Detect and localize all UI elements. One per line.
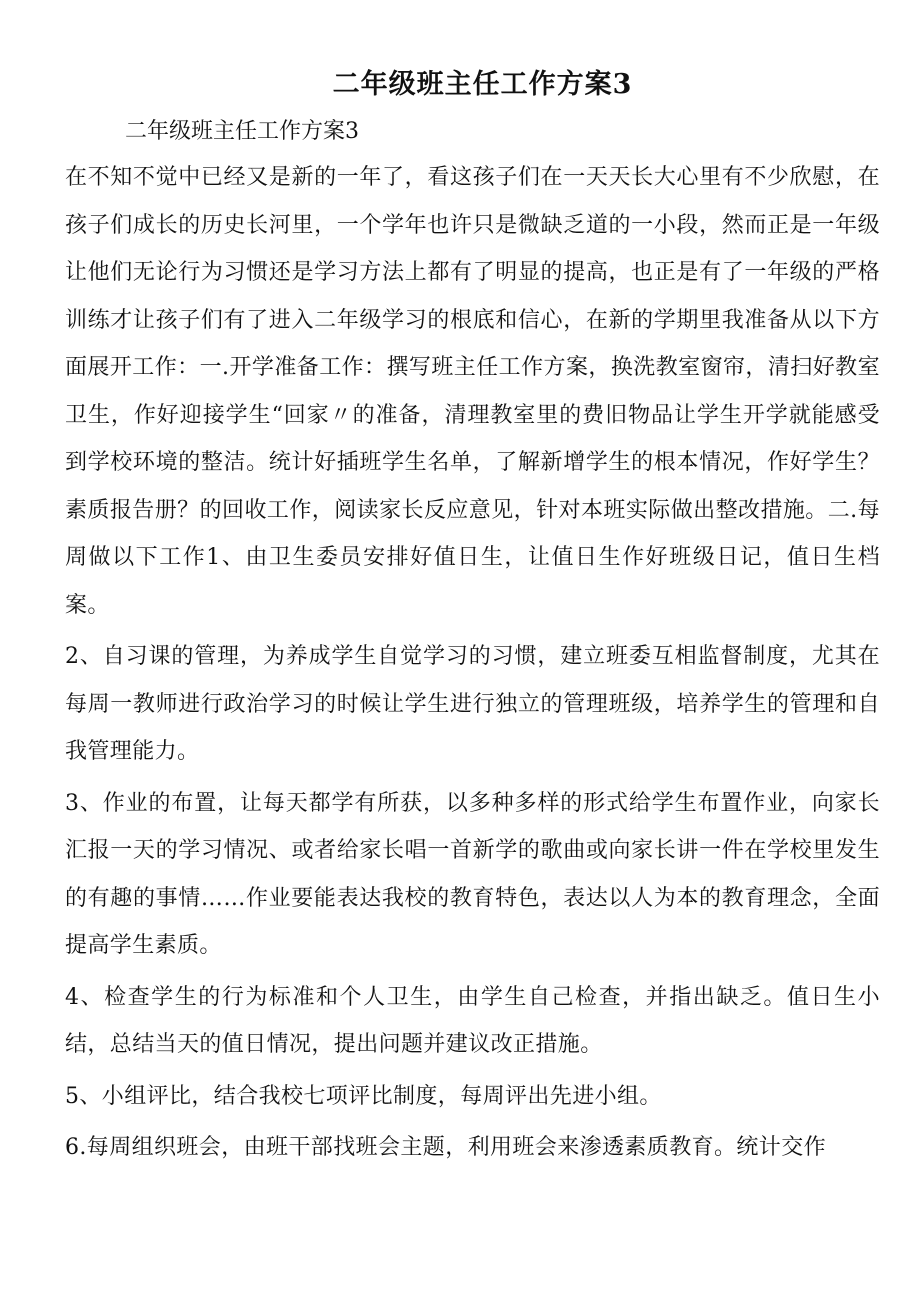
paragraph-item-4: 4、检查学生的行为标准和个人卫生，由学生自己检查，并指出缺乏。值日生小结，总结当天的值日情况，提出问题并建议改正措施。 bbox=[65, 984, 880, 1057]
paragraph-item-5: 5、小组评比，结合我校七项评比制度，每周评出先进小组。 bbox=[65, 1083, 662, 1109]
document-subtitle: 二年级班主任工作方案3 bbox=[125, 119, 359, 144]
paragraph-item-6: 6.每周组织班会，由班干部找班会主题，利用班会来渗透素质教育。统计交作 bbox=[65, 1135, 826, 1160]
paragraph-item-3: 3、作业的布置，让每天都学有所获，以多种多样的形式给学生布置作业，向家长汇报一天的学习情况、或者给家长唱一首新学的歌曲或向家长讲一件在学校里发生的有趣的事情……作业要能表达我校的教育特色，表达以人为本的教育理念，全面提高学生素质。 bbox=[65, 790, 880, 958]
paragraph-item-2: 2、自习课的管理，为养成学生自觉学习的习惯，建立班委互相监督制度，尤其在每周一教师进行政治学习的时候让学生进行独立的管理班级，培养学生的管理和自我管理能力。 bbox=[65, 644, 880, 764]
document-title: 二年级班主任工作方案3 bbox=[332, 69, 633, 100]
paragraph-intro: 在不知不觉中已经又是新的一年了，看这孩子们在一天天长大心里有不少欣慰，在孩子们成长的历史长河里，一个学年也许只是微缺乏道的一小段，然而正是一年级让他们无论行为习惯还是学习方法上都有了明显的提高，也正是有了一年级的严格训练才让孩子们有了进入二年级学习的根底和信心，在新的学期里我准备从以下方面展开工作：一.开学准备工作：撰写班主任工作方案，换洗教室窗帘，清扫好教室卫生，作好迎接学生“回家〃的准备，清理教室里的费旧物品让学生开学就能感受到学校环境的整洁。统计好插班学生名单，了解新增学生的根本情况，作好学生？素质报告册？的回收工作，阅读家长反应意见，针对本班实际做出整改措施。二.每周做以下工作1、由卫生委员安排好值日生，让值日生作好班级日记，值日生档案。 bbox=[65, 165, 880, 618]
